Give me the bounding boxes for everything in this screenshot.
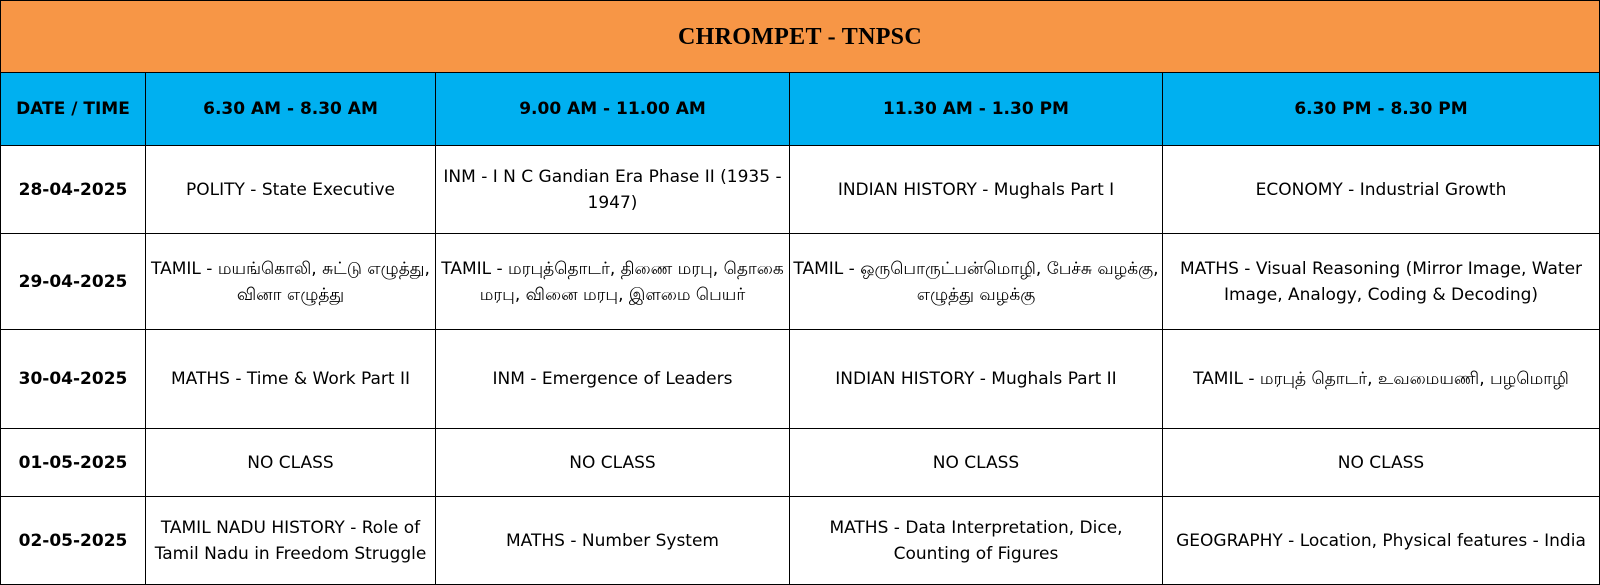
table-row: [1, 146, 1600, 234]
class-cell: GEOGRAPHY - Location, Physical features - India: [1163, 497, 1600, 585]
class-cell: NO CLASS: [790, 429, 1163, 497]
date-cell: 29-04-2025: [1, 234, 146, 330]
class-cell: TAMIL - மரபுத் தொடர், உவமையணி, பழமொழி: [1163, 330, 1600, 429]
class-cell: ECONOMY - Industrial Growth: [1163, 146, 1600, 234]
class-cell: INM - I N C Gandian Era Phase II (1935 - 1947): [436, 146, 790, 234]
header-slot-1: 6.30 AM - 8.30 AM: [146, 73, 436, 146]
class-cell: NO CLASS: [436, 429, 790, 497]
table-row: [1, 429, 1600, 497]
table-row: [1, 234, 1600, 330]
class-cell: TAMIL - மயங்கொலி, சுட்டு எழுத்து, வினா எழுத்து: [146, 234, 436, 330]
class-cell: MATHS - Time & Work Part II: [146, 330, 436, 429]
header-slot-4: 6.30 PM - 8.30 PM: [1163, 73, 1600, 146]
table-row: [1, 497, 1600, 585]
header-slot-3: 11.30 AM - 1.30 PM: [790, 73, 1163, 146]
timetable-title: CHROMPET - TNPSC: [1, 1, 1600, 73]
date-cell: 28-04-2025: [1, 146, 146, 234]
date-cell: 30-04-2025: [1, 330, 146, 429]
class-cell: MATHS - Data Interpretation, Dice, Counting of Figures: [790, 497, 1163, 585]
class-cell: POLITY - State Executive: [146, 146, 436, 234]
class-cell: TAMIL NADU HISTORY - Role of Tamil Nadu in Freedom Struggle: [146, 497, 436, 585]
class-cell: NO CLASS: [146, 429, 436, 497]
class-cell: MATHS - Number System: [436, 497, 790, 585]
class-cell: NO CLASS: [1163, 429, 1600, 497]
class-cell: INDIAN HISTORY - Mughals Part II: [790, 330, 1163, 429]
header-date-time: DATE / TIME: [1, 73, 146, 146]
class-cell: TAMIL - மரபுத்தொடர், திணை மரபு, தொகை மரபு, வினை மரபு, இளமை பெயர்: [436, 234, 790, 330]
class-cell: TAMIL - ஒருபொருட்பன்மொழி, பேச்சு வழக்கு, எழுத்து வழக்கு: [790, 234, 1163, 330]
date-cell: 02-05-2025: [1, 497, 146, 585]
class-cell: INM - Emergence of Leaders: [436, 330, 790, 429]
header-slot-2: 9.00 AM - 11.00 AM: [436, 73, 790, 146]
header-row: [1, 73, 1600, 146]
table-row: [1, 330, 1600, 429]
class-cell: MATHS - Visual Reasoning (Mirror Image, Water Image, Analogy, Coding & Decoding): [1163, 234, 1600, 330]
class-cell: INDIAN HISTORY - Mughals Part I: [790, 146, 1163, 234]
title-row: [1, 1, 1600, 73]
date-cell: 01-05-2025: [1, 429, 146, 497]
